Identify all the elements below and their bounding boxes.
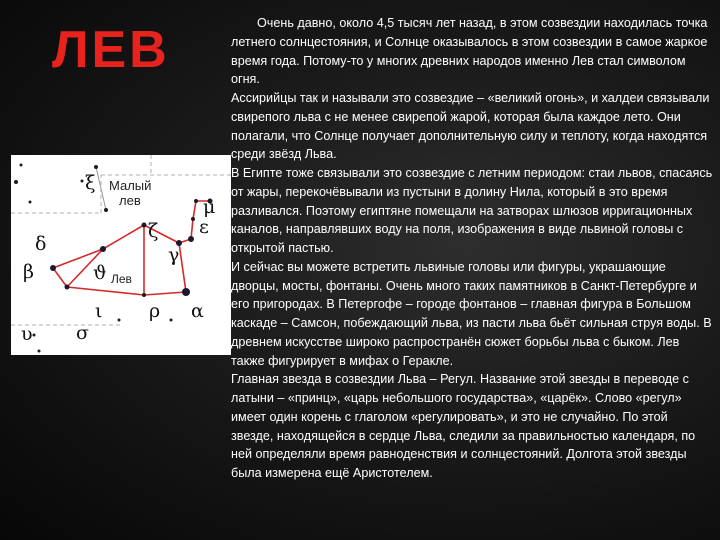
leo-line-back	[67, 287, 144, 295]
greek-sigma: σ	[76, 322, 89, 344]
greek-epsilon: ε	[199, 216, 209, 238]
star	[182, 288, 190, 296]
constellation-map	[11, 155, 231, 355]
paragraph: В Египте тоже связывали это созвездие с летним периодом: стаи львов, спасаясь от жары, перекочёвывали из пустыни в долину Нила, который в это время разливался. Поэтому египтяне помещали на затворах шлюзов ирригационных каналов, направлявших воду на поля, изображения в виде львиной головы с открытой пастью.	[231, 166, 713, 255]
greek-beta: β	[23, 261, 34, 283]
greek-zeta: ζ	[148, 220, 159, 242]
star	[188, 236, 194, 242]
star	[194, 199, 198, 203]
star	[50, 265, 56, 271]
star	[142, 293, 146, 297]
star	[20, 164, 23, 167]
star	[100, 246, 106, 252]
greek-iota: ι	[95, 300, 103, 322]
greek-delta: δ	[35, 233, 47, 255]
star	[81, 180, 84, 183]
paragraph: Главная звезда в созвездии Льва – Регул. Название этой звезды в переводе с латыни – «принц», «царь небольшого государства», «царёк». Слово «регул» имеет один корень с глаголом «регулировать», и это не случайно. По этой звезде, находящейся в сердце Льва, следили за правильностью календаря, по ней определяли время равноденствия и солнцестояний. Долгота этой звезды была измерена ещё Аристотелем.	[231, 372, 696, 480]
greek-xi: ξ	[85, 172, 96, 194]
star	[170, 319, 173, 322]
greek-alpha: α	[191, 300, 204, 322]
greek-mu: μ	[203, 196, 216, 218]
label-small-lion-2: лев	[119, 193, 141, 208]
star	[94, 165, 98, 169]
star	[104, 208, 108, 212]
star	[14, 180, 18, 184]
star	[33, 334, 36, 337]
star	[38, 350, 41, 353]
constellation-svg	[11, 155, 231, 355]
star	[118, 319, 121, 322]
label-small-lion-1: Малый	[109, 178, 152, 193]
greek-theta: ϑ	[93, 262, 107, 284]
label-lion: Лев	[111, 272, 132, 286]
leo-line-belly	[144, 292, 186, 295]
slide-title: ЛЕВ	[52, 21, 170, 79]
article-text	[231, 14, 713, 483]
greek-gamma: γ	[168, 244, 180, 266]
star	[29, 201, 32, 204]
paragraph: И сейчас вы можете встретить львиные головы или фигуры, украшающие дворцы, мосты, фонтаны. Очень много таких памятников в Санкт-Петербурге и его пригородах. В Петергофе – городе фонтанов – главная фигура в Большом каскаде – Самсон, побеждающий льва, из пасти льва бьёт сильная струя воды. В древнем искусстве широко распространён сюжет борьбы льва с быком. Лев также фигурирует в мифах о Геракле.	[231, 259, 712, 368]
star	[65, 285, 70, 290]
paragraph: Ассирийцы так и называли это созвездие – «великий огонь», и халдеи связывали свирепого льва с не менее свирепой жарой, которая была каждое лето. Они полагали, что Солнце получает дополнительную силу и теплоту, когда находятся среди звёзд Льва.	[231, 91, 710, 162]
greek-rho: ρ	[149, 300, 161, 322]
star	[191, 217, 195, 221]
paragraph: Очень давно, около 4,5 тысяч лет назад, в этом созвездии находилась точка летнего солнцестояния, и Солнце оказывалось в этом созвездии в самое жаркое время года. Потому-то у многих древних народов именно Лев стал символом огня.	[231, 16, 708, 87]
greek-upsilon: υ	[21, 323, 33, 345]
star	[142, 223, 147, 228]
